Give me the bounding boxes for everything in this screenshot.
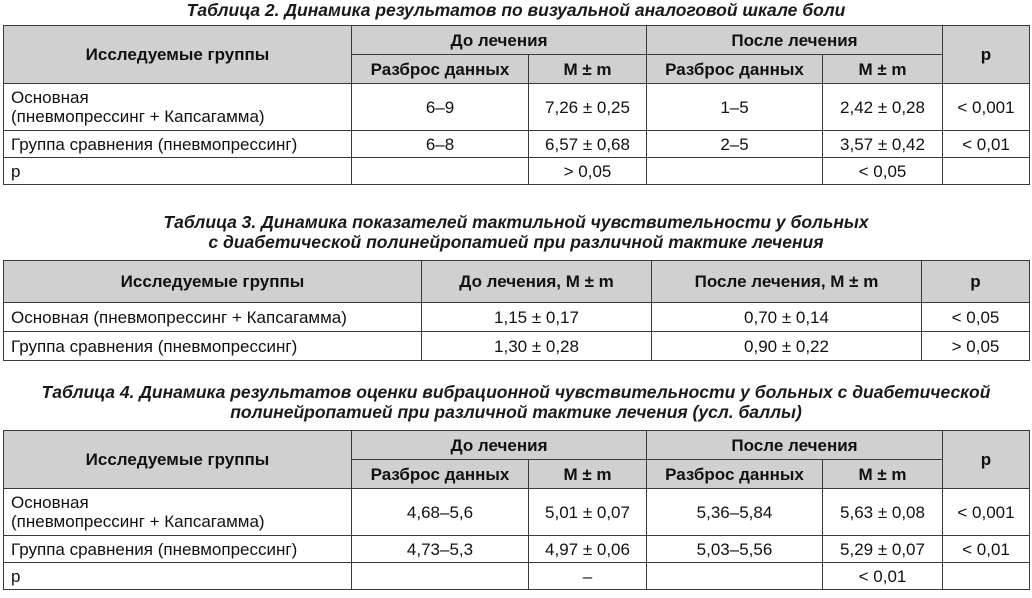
p-cell	[943, 158, 1030, 185]
header-after-spread: Разброс данных	[647, 460, 823, 489]
table4-caption-line1: Таблица 4. Динамика результатов оценки вибрационной чувствительности у больных с диабетической	[41, 382, 991, 402]
group-line2: (пневмопрессинг + Капсагамма)	[11, 512, 265, 531]
p-cell: > 0,05	[922, 332, 1030, 361]
header-before: До лечения, M ± m	[422, 261, 652, 303]
header-before: До лечения	[352, 431, 647, 460]
before-spread-cell: 4,68–5,6	[352, 489, 529, 536]
table2-caption: Таблица 2. Динамика результатов по визуальной аналоговой шкале боли	[186, 0, 846, 20]
after-spread-cell: 1–5	[647, 84, 823, 131]
after-mean-cell: 5,63 ± 0,08	[823, 489, 943, 536]
table-row	[4, 303, 1030, 332]
header-p: p	[922, 261, 1030, 303]
group-cell	[4, 84, 352, 131]
header-before-spread: Разброс данных	[352, 460, 529, 489]
after-mean-cell: < 0,01	[823, 563, 943, 590]
before-spread-cell: 6–8	[352, 131, 529, 158]
group-cell: Основная (пневмопрессинг + Капсагамма)	[4, 303, 422, 332]
table4-caption	[0, 382, 1032, 422]
after-cell: 0,70 ± 0,14	[652, 303, 922, 332]
after-mean-cell: 3,57 ± 0,42	[823, 131, 943, 158]
before-spread-cell: 4,73–5,3	[352, 536, 529, 563]
header-before-mean: M ± m	[529, 460, 647, 489]
after-spread-cell	[647, 158, 823, 185]
p-cell: < 0,01	[943, 131, 1030, 158]
group-line1: Основная	[11, 88, 89, 107]
group-line1: Основная	[11, 493, 89, 512]
p-cell	[943, 563, 1030, 590]
table-row	[4, 332, 1030, 361]
table-row	[4, 536, 1030, 563]
group-cell: Группа сравнения (пневмопрессинг)	[4, 536, 352, 563]
table3-caption-line2: с диабетической полинейропатией при различной тактике лечения	[208, 232, 824, 252]
header-after-spread: Разброс данных	[647, 55, 823, 84]
header-groups: Исследуемые группы	[4, 261, 422, 303]
group-cell	[4, 489, 352, 536]
header-after: После лечения	[647, 26, 943, 55]
table4	[3, 430, 1030, 590]
table-row	[4, 84, 1030, 131]
before-cell: 1,30 ± 0,28	[422, 332, 652, 361]
header-before: До лечения	[352, 26, 647, 55]
p-cell: < 0,05	[922, 303, 1030, 332]
table-row	[4, 131, 1030, 158]
before-mean-cell: –	[529, 563, 647, 590]
header-after-mean: M ± m	[823, 55, 943, 84]
table-row	[4, 489, 1030, 536]
after-spread-cell: 5,03–5,56	[647, 536, 823, 563]
table4-caption-line2: полинейропатией при различной тактике лечения (усл. баллы)	[230, 402, 802, 422]
header-groups: Исследуемые группы	[4, 26, 352, 84]
group-cell: p	[4, 158, 352, 185]
table-row	[4, 563, 1030, 590]
table2	[3, 25, 1030, 185]
before-cell: 1,15 ± 0,17	[422, 303, 652, 332]
header-before-spread: Разброс данных	[352, 55, 529, 84]
header-p: p	[943, 26, 1030, 84]
group-cell: Группа сравнения (пневмопрессинг)	[4, 131, 352, 158]
p-cell: < 0,001	[943, 489, 1030, 536]
header-after: После лечения, M ± m	[652, 261, 922, 303]
header-groups: Исследуемые группы	[4, 431, 352, 489]
table3	[3, 260, 1030, 361]
after-spread-cell: 5,36–5,84	[647, 489, 823, 536]
header-after: После лечения	[647, 431, 943, 460]
table3-caption-line1: Таблица 3. Динамика показателей тактильной чувствительности у больных	[163, 212, 869, 232]
group-cell: Группа сравнения (пневмопрессинг)	[4, 332, 422, 361]
before-mean-cell: 6,57 ± 0,68	[529, 131, 647, 158]
group-cell: p	[4, 563, 352, 590]
before-mean-cell: 5,01 ± 0,07	[529, 489, 647, 536]
before-spread-cell	[352, 158, 529, 185]
table-row	[4, 158, 1030, 185]
after-mean-cell: < 0,05	[823, 158, 943, 185]
after-mean-cell: 2,42 ± 0,28	[823, 84, 943, 131]
after-spread-cell: 2–5	[647, 131, 823, 158]
header-p: p	[943, 431, 1030, 489]
after-cell: 0,90 ± 0,22	[652, 332, 922, 361]
before-spread-cell: 6–9	[352, 84, 529, 131]
group-line2: (пневмопрессинг + Капсагамма)	[11, 107, 265, 126]
before-mean-cell: 7,26 ± 0,25	[529, 84, 647, 131]
p-cell: < 0,01	[943, 536, 1030, 563]
after-spread-cell	[647, 563, 823, 590]
table3-caption	[0, 212, 1032, 252]
before-spread-cell	[352, 563, 529, 590]
before-mean-cell: 4,97 ± 0,06	[529, 536, 647, 563]
after-mean-cell: 5,29 ± 0,07	[823, 536, 943, 563]
p-cell: < 0,001	[943, 84, 1030, 131]
before-mean-cell: > 0,05	[529, 158, 647, 185]
header-before-mean: M ± m	[529, 55, 647, 84]
header-after-mean: M ± m	[823, 460, 943, 489]
